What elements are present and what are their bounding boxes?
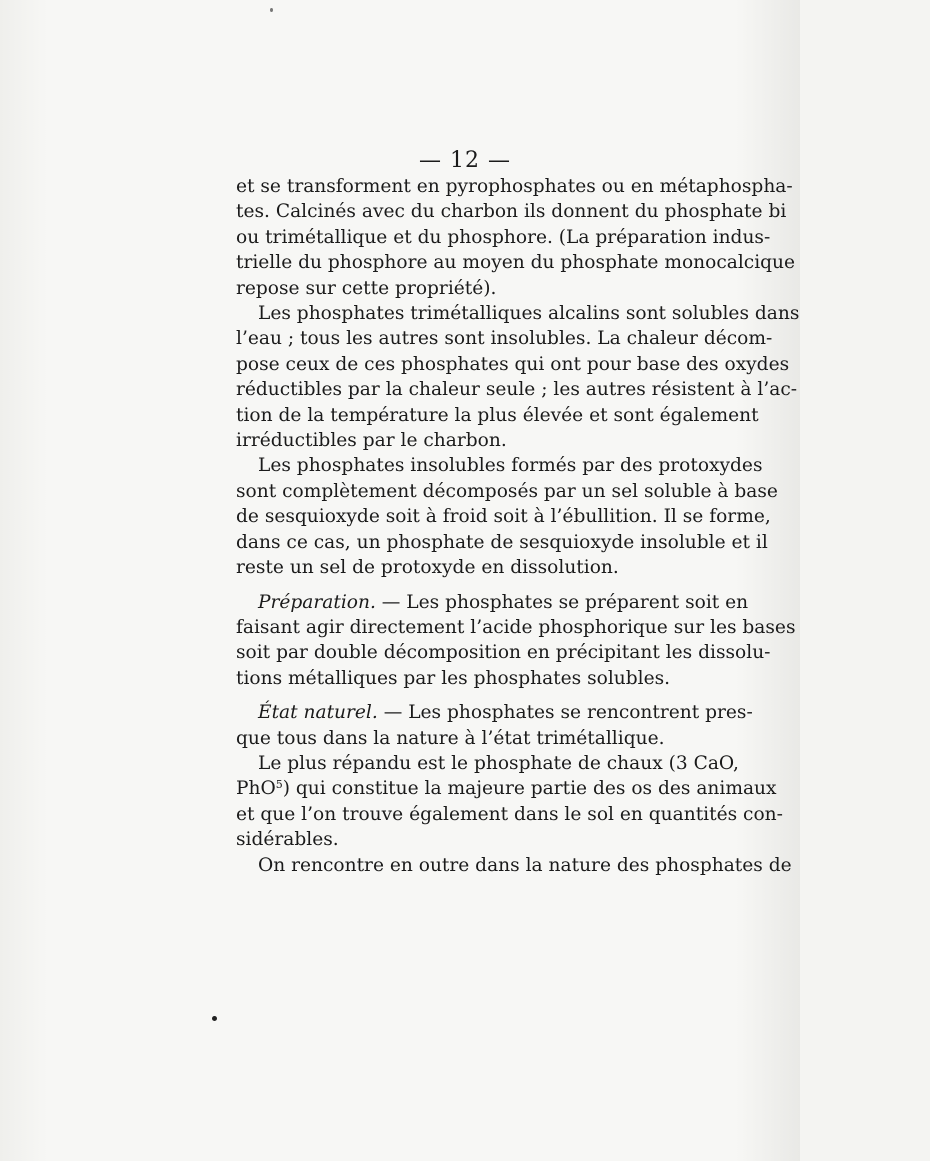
text-line: repose sur cette propriété). <box>236 277 497 299</box>
text-line: et se transforment en pyrophosphates ou en métaphospha- <box>236 176 793 197</box>
text-line: soit par double décomposition en précipitant les dissolu- <box>236 642 771 664</box>
formula-text: PhO <box>236 778 276 800</box>
ink-speck <box>270 8 273 12</box>
section-heading-preparation: Préparation. <box>258 591 376 613</box>
body-text <box>236 174 800 878</box>
text-line <box>236 700 753 725</box>
text-line: l’eau ; tous les autres sont insolubles. La chaleur décom- <box>236 328 773 350</box>
text-line: Les phosphates trimétalliques alcalins sont solubles dans <box>258 303 800 325</box>
text-line <box>236 776 777 801</box>
text-line: trielle du phosphore au moyen du phosphate monocalcique <box>236 252 796 274</box>
text-line: dans ce cas, un phosphate de sesquioxyde insoluble et il <box>236 531 768 553</box>
text-line: tes. Calcinés avec du charbon ils donnent du phosphate bi <box>236 201 787 223</box>
text-line: tion de la température la plus élevée et sont également <box>236 404 759 426</box>
superscript: 5 <box>275 778 283 792</box>
text-line: Le plus répandu est le phosphate de chaux (3 CaO, <box>258 752 739 774</box>
text-line: que tous dans la nature à l’état trimétallique. <box>236 727 665 749</box>
text-line: pose ceux de ces phosphates qui ont pour base des oxydes <box>236 353 790 375</box>
text-run: ) qui constitue la majeure partie des os des animaux <box>282 778 777 800</box>
text-line: sont complètement décomposés par un sel soluble à base <box>236 480 778 502</box>
text-line: tions métalliques par les phosphates solubles. <box>236 667 671 689</box>
text-run: — Les phosphates se rencontrent pres- <box>377 702 753 724</box>
text-line: Les phosphates insolubles formés par des protoxydes <box>258 455 763 477</box>
text-line: et que l’on trouve également dans le sol en quantités con- <box>236 803 783 825</box>
section-heading-etat-naturel: État naturel. <box>258 702 378 724</box>
text-line: irréductibles par le charbon. <box>236 430 507 452</box>
page-number: — 12 — <box>419 148 511 173</box>
text-line: faisant agir directement l’acide phosphorique sur les bases <box>236 616 796 638</box>
text-line: de sesquioxyde soit à froid soit à l’ébullition. Il se forme, <box>236 506 771 528</box>
text-line: réductibles par la chaleur seule ; les autres résistent à l’ac- <box>236 379 798 401</box>
text-line: reste un sel de protoxyde en dissolution. <box>236 557 619 579</box>
ink-speck <box>212 1016 217 1021</box>
text-line: On rencontre en outre dans la nature des phosphates de <box>258 854 792 876</box>
text-line: sidérables. <box>236 829 339 851</box>
text-line: ou trimétallique et du phosphore. (La préparation indus- <box>236 226 771 248</box>
text-line <box>236 590 749 615</box>
text-run: — Les phosphates se préparent soit en <box>375 591 749 613</box>
